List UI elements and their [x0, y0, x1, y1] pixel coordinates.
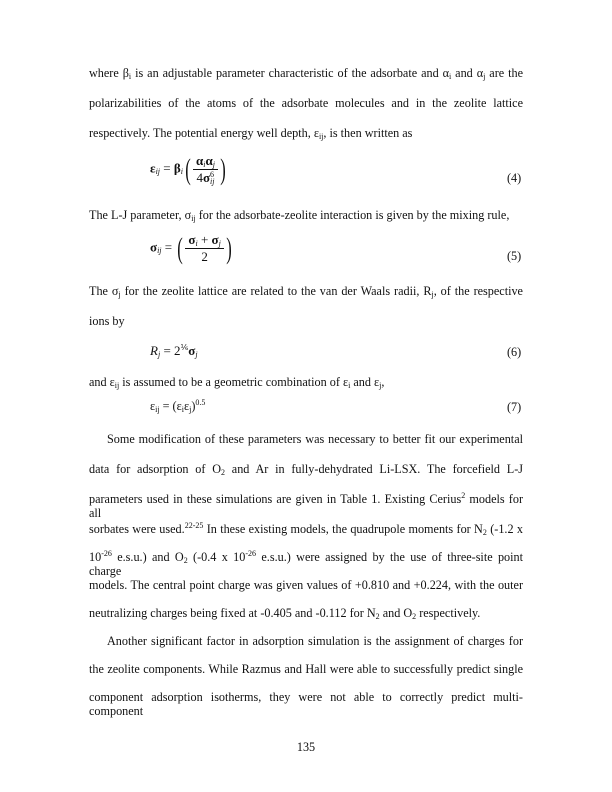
equation-6: $R_j = 2^{\frac{1}{6}}\sigma_j$	[150, 343, 198, 359]
text-line-ions-by: ions by	[89, 314, 125, 328]
equation-number-5: (5)	[507, 249, 522, 263]
text-line-2: polarizabilities of the atoms of the adsorbate molecules and in the zeolite lattice	[89, 96, 523, 110]
text-line-1: where $\beta_i$ is an adjustable parameter characteristic of the adsorbate and $\alpha_i$ and $\alpha_j$ are the	[89, 66, 523, 81]
paragraph-1-line-3: parameters used in these simulations are given in Table 1. Existing Cerius$^2$ models for all	[89, 491, 523, 520]
paragraph-2-line-2: the zeolite components. While Razmus and Hall were able to successfully predict single	[89, 662, 523, 676]
text-line-sigma-j: The $\sigma_j$ for the zeolite lattice are related to the van der Waals radii, $R_j$, of the respective	[89, 284, 523, 299]
equation-5: $\sigma_{ij}$ = ( $\frac{\sigma_i + \sigma_j}{2}$ )	[150, 231, 232, 265]
equation-number-7: (7)	[507, 400, 522, 414]
paragraph-1-line-1: Some modification of these parameters was necessary to better fit our experimental	[107, 432, 523, 446]
text-line-geometric: and $\varepsilon_{ij}$ is assumed to be a geometric combination of $\varepsilon_i$ and $\varepsilon_j$,	[89, 375, 385, 390]
paragraph-1-line-2: data for adsorption of $O_2$ and Ar in fully-dehydrated Li-LSX. The forcefield L-J	[89, 462, 523, 477]
equation-number-4: (4)	[507, 171, 522, 185]
paragraph-1-line-7: neutralizing charges being fixed at -0.405 and -0.112 for $N_2$ and $O_2$ respectively.	[89, 606, 481, 621]
text-line-lj: The L-J parameter, $\sigma_{ij}$ for the adsorbate-zeolite interaction is given by the mixing rule,	[89, 208, 510, 223]
equation-7: $\varepsilon_{ij} = (\varepsilon_i\varepsilon_j)^{0.5}$	[150, 398, 206, 414]
paragraph-1-line-4: sorbates were used.$^{22-25}$ In these existing models, the quadrupole moments for $N_2$ (-1.2 x	[89, 521, 523, 537]
text-line-3: respectively. The potential energy well depth, $\varepsilon_{ij}$, is then written as	[89, 126, 413, 141]
paragraph-1-line-6: models. The central point charge was given values of +0.810 and +0.224, with the outer	[89, 578, 523, 592]
page-number: 135	[296, 740, 316, 754]
paragraph-2-line-3: component adsorption isotherms, they were not able to correctly predict multi-component	[89, 690, 523, 718]
equation-4: $\varepsilon_{ij} = \beta_i$( $\frac{\alpha_i\alpha_j}{4\sigma^6_{ij}}$ )	[150, 152, 226, 186]
paragraph-1-line-5: $10^{-26}$ e.s.u.) and $O_2$ (-0.4 x $10^{-26}$ e.s.u.) were assigned by the use of three-site point charge	[89, 549, 524, 578]
paragraph-2-line-1: Another significant factor in adsorption simulation is the assignment of charges for	[107, 634, 523, 648]
equation-number-6: (6)	[507, 345, 522, 359]
